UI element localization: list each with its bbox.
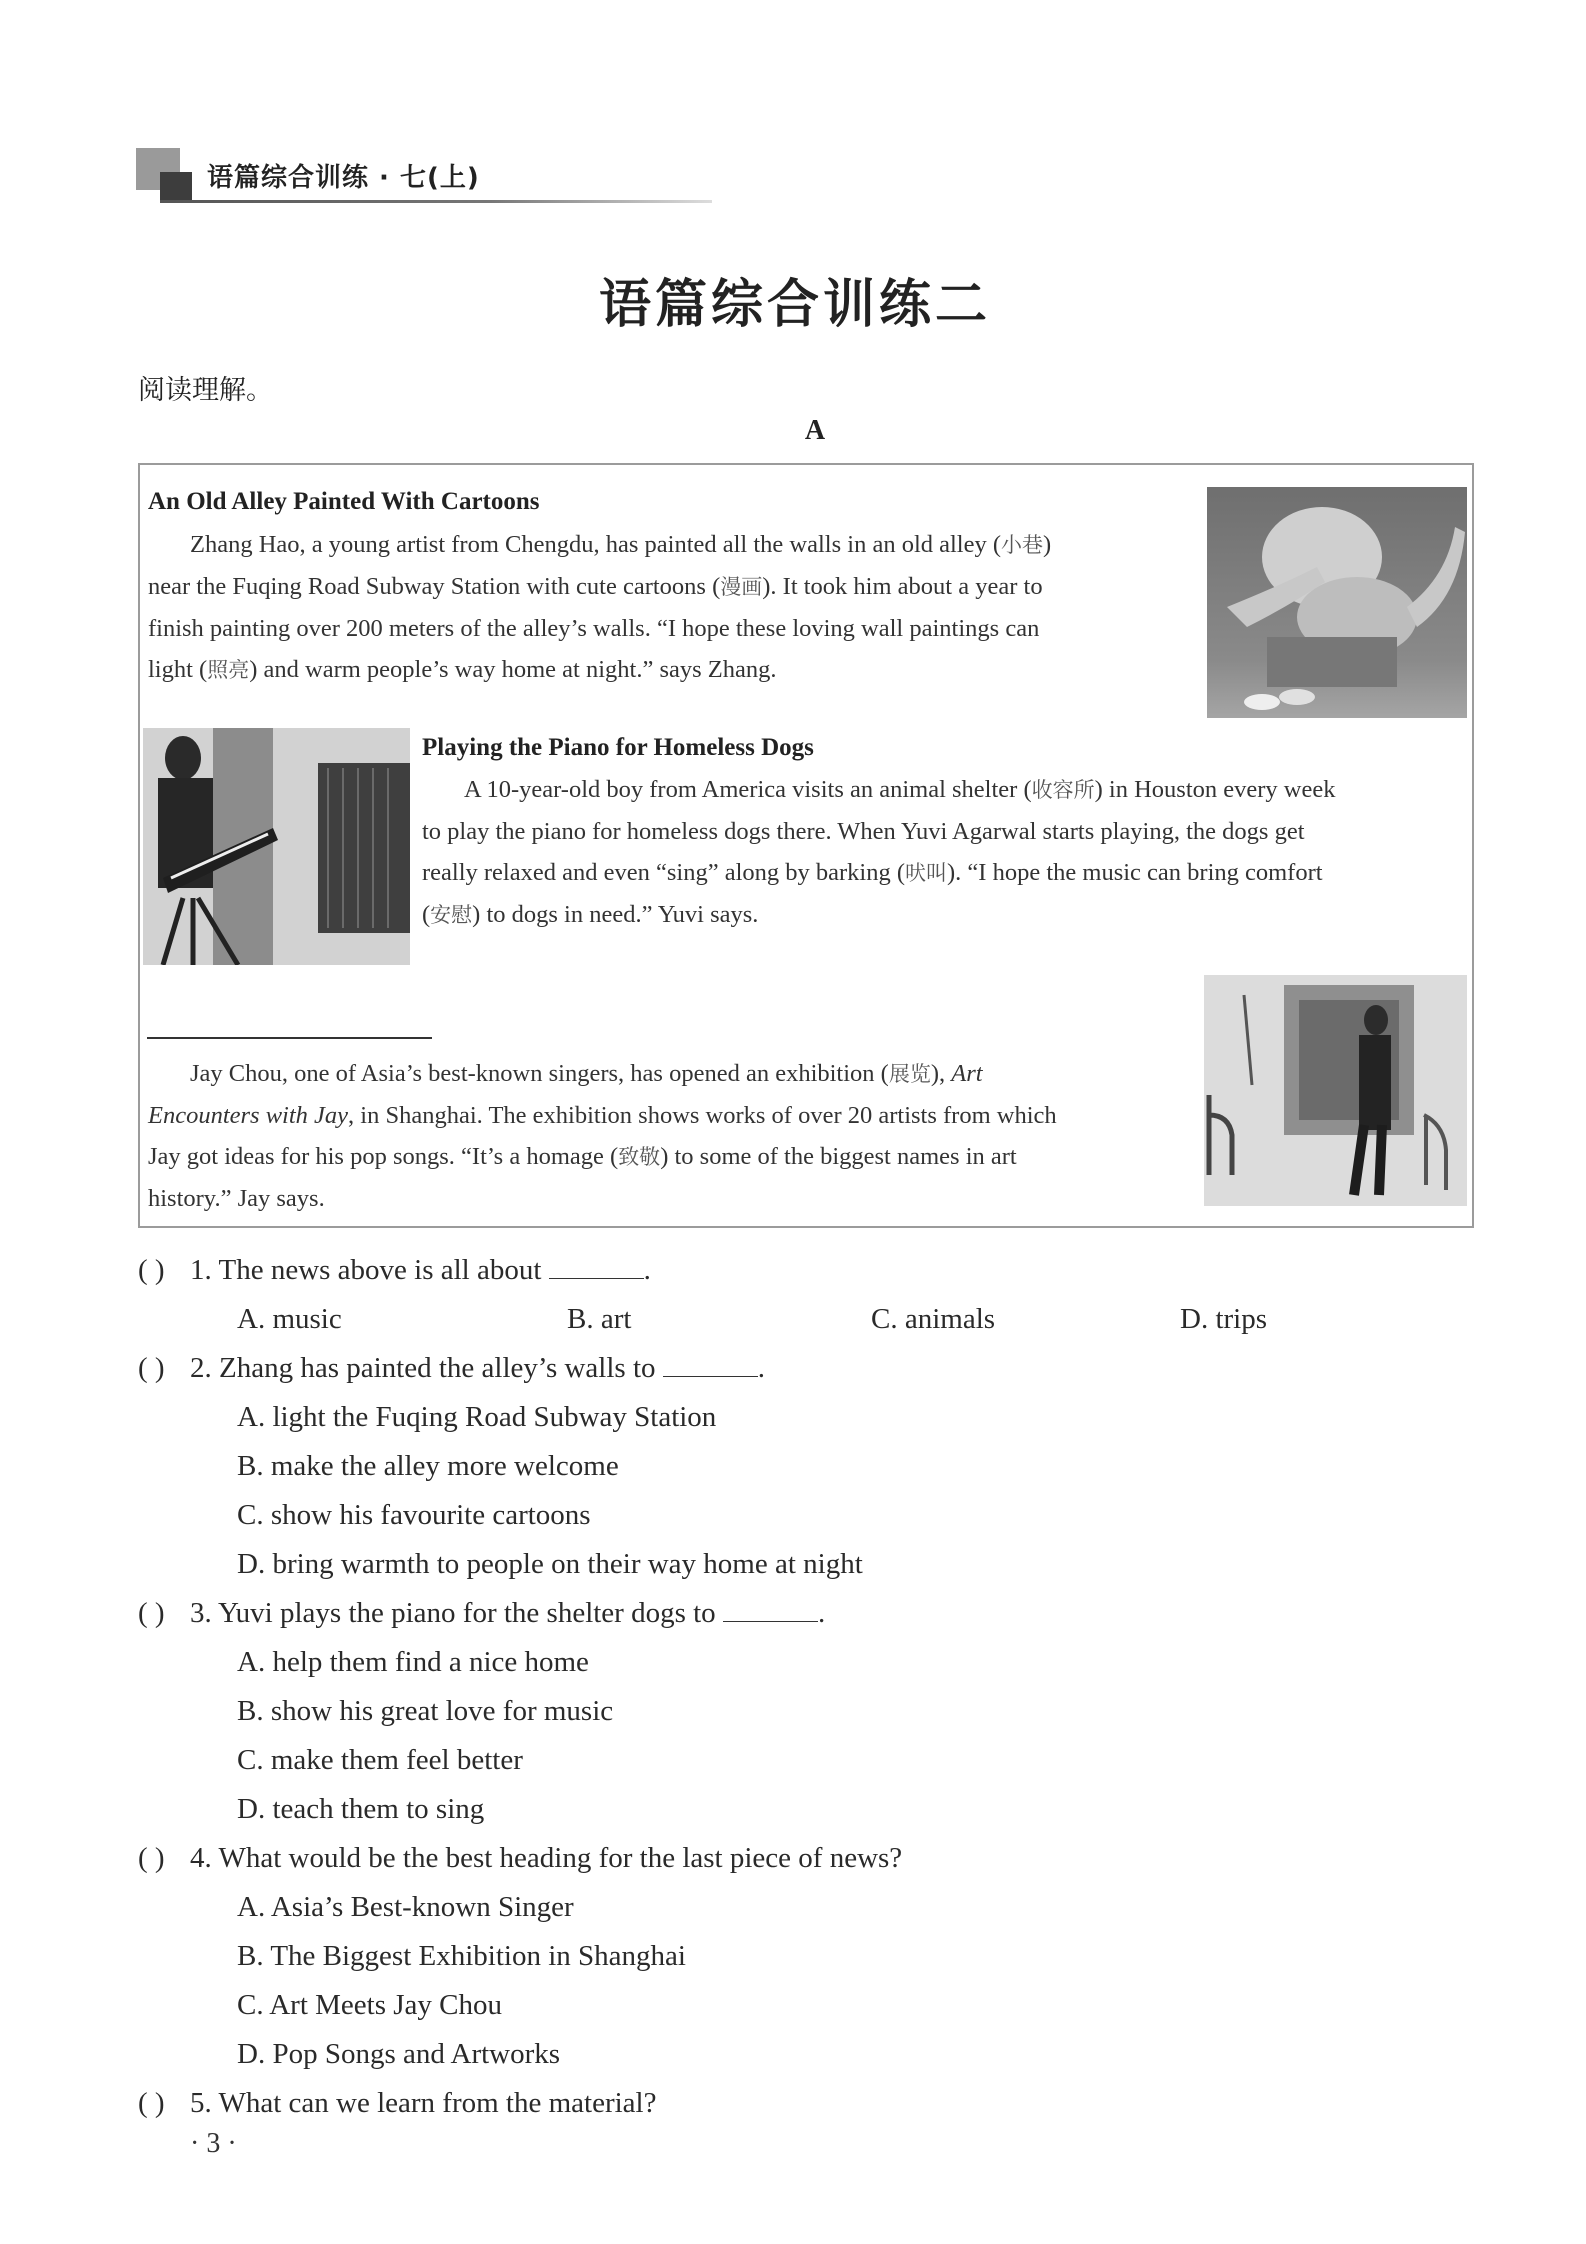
instruction: 阅读理解。 (138, 375, 273, 406)
article3-line: Jay Chou, one of Asia’s best-known singers, has opened an exhibition (展览), Art (190, 1060, 983, 1087)
question-1 (138, 1252, 1478, 1301)
cartoon-mural-photo (1207, 487, 1467, 718)
answer-blank (663, 1350, 758, 1377)
question-stem: The news above is all about (218, 1254, 542, 1286)
article2-line: (安慰) to dogs in need.” Yuvi says. (422, 901, 759, 928)
question-number: 2. (190, 1352, 212, 1384)
answer-paren[interactable]: ( ) (138, 1842, 165, 1874)
question-5 (138, 2085, 1478, 2134)
jay-exhibition-photo (1204, 975, 1467, 1206)
question-tail: . (757, 1352, 766, 1384)
option-d[interactable]: D. teach them to sing (237, 1793, 485, 1825)
question-3 (138, 1595, 1478, 1644)
page-number: · 3 · (190, 2128, 237, 2159)
answer-paren[interactable]: ( ) (138, 2087, 165, 2119)
article3-body (148, 1053, 1198, 1219)
answer-paren[interactable]: ( ) (138, 1352, 165, 1384)
article2-body (422, 769, 1466, 936)
jay-exhibition-image (1204, 975, 1467, 1206)
article2-line: A 10-year-old boy from America visits an animal shelter (收容所) in Houston every week (464, 776, 1336, 803)
option-b[interactable]: B. make the alley more welcome (237, 1450, 619, 1482)
article1-line: near the Fuqing Road Subway Station with cute cartoons (漫画). It took him about a year to (148, 573, 1043, 600)
question-stem: Zhang has painted the alley’s walls to (219, 1352, 656, 1384)
option-d[interactable]: D. bring warmth to people on their way home at night (237, 1548, 863, 1580)
article3-line: Encounters with Jay, in Shanghai. The exhibition shows works of over 20 artists from which (148, 1102, 1057, 1129)
article1-line: light (照亮) and warm people’s way home at night.” says Zhang. (148, 656, 777, 683)
running-title: 语篇综合训练 · 七(上) (207, 163, 480, 193)
article3-title-blank (147, 1037, 432, 1039)
question-number: 5. (190, 2087, 212, 2119)
article1-title: An Old Alley Painted With Cartoons (148, 488, 540, 515)
question-2 (138, 1350, 1478, 1399)
option-a[interactable]: A. Asia’s Best-known Singer (237, 1891, 574, 1923)
question-stem: What would be the best heading for the last piece of news? (218, 1842, 903, 1874)
article3-line: history.” Jay says. (148, 1185, 325, 1212)
option-c[interactable]: C. Art Meets Jay Chou (237, 1989, 503, 2021)
question-tail: . (817, 1597, 826, 1629)
header-rule (160, 200, 712, 203)
question-number: 3. (190, 1597, 212, 1629)
option-c[interactable]: C. make them feel better (237, 1744, 523, 1776)
option-b[interactable]: B. show his great love for music (237, 1695, 614, 1727)
cartoon-mural-image (1207, 487, 1467, 718)
article1-line: finish painting over 200 meters of the alley’s walls. “I hope these loving wall paintings can (148, 615, 1040, 642)
article3-line: Jay got ideas for his pop songs. “It’s a homage (致敬) to some of the biggest names in art (148, 1143, 1017, 1170)
questions-section (138, 1252, 1478, 2134)
option-b[interactable]: B. The Biggest Exhibition in Shanghai (237, 1940, 686, 1972)
question-tail: . (643, 1254, 651, 1286)
question-stem: Yuvi plays the piano for the shelter dogs to (217, 1597, 716, 1629)
answer-paren[interactable]: ( ) (138, 1254, 165, 1286)
question-1-options (138, 1301, 1478, 1350)
question-4 (138, 1840, 1478, 1889)
option-b[interactable]: B. art (567, 1303, 632, 1335)
option-c[interactable]: C. animals (871, 1303, 996, 1335)
option-a[interactable]: A. music (237, 1303, 342, 1335)
piano-boy-photo (143, 728, 410, 965)
option-a[interactable]: A. help them find a nice home (237, 1646, 589, 1678)
article2-title: Playing the Piano for Homeless Dogs (422, 734, 814, 761)
article1-line: Zhang Hao, a young artist from Chengdu, has painted all the walls in an old alley (小巷) (190, 531, 1052, 558)
article2-line: really relaxed and even “sing” along by barking (吠叫). “I hope the music can bring comfort (422, 859, 1323, 886)
question-number: 1. (190, 1254, 212, 1286)
question-number: 4. (190, 1842, 212, 1874)
question-stem: What can we learn from the material? (218, 2087, 657, 2119)
answer-blank (723, 1595, 818, 1622)
page-title: 语篇综合训练二 (598, 274, 991, 335)
option-a[interactable]: A. light the Fuqing Road Subway Station (237, 1401, 717, 1433)
option-c[interactable]: C. show his favourite cartoons (237, 1499, 591, 1531)
article1-body (148, 524, 1206, 691)
answer-paren[interactable]: ( ) (138, 1597, 165, 1629)
piano-boy-image (143, 728, 410, 965)
option-d[interactable]: D. Pop Songs and Artworks (237, 2038, 561, 2070)
article2-line: to play the piano for homeless dogs there. When Yuvi Agarwal starts playing, the dogs get (422, 818, 1305, 845)
section-label: A (804, 415, 826, 446)
answer-blank (549, 1252, 644, 1279)
header-decor-square-dark (160, 172, 192, 203)
option-d[interactable]: D. trips (1180, 1303, 1267, 1335)
